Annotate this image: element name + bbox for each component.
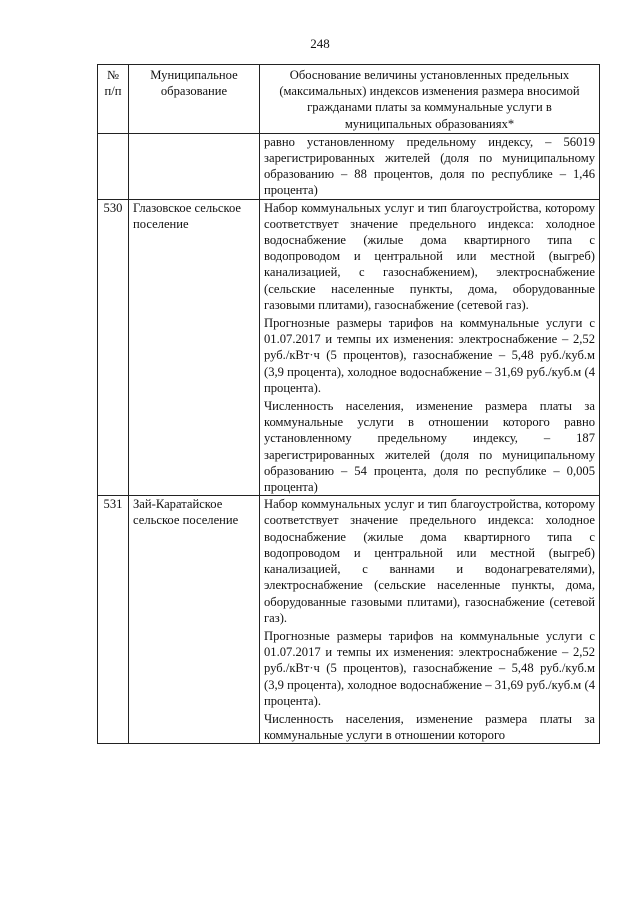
row-municipality: Зай-Каратайское сельское поселение [129,496,260,744]
header-number: № п/п [98,65,129,134]
justification-paragraph: равно установленному предельному индексу, – 56019 зарегистрированных жителей (доля по муниципальному образованию – 88 процентов, доля по республике – 1,46 процента) [264,134,595,198]
row-municipality [129,133,260,199]
justification-paragraph: Набор коммунальных услуг и тип благоустройства, которому соответствует значение предельного индекса: холодное водоснабжение (жилые дома квартирного типа с водопроводом и центральной или местной (выгреб) канализацией, с газоснабжением), электроснабжение (сельские населенные пункты, дома, оборудованные газовыми плитами), газоснабжение (сетевой газ). [264,200,595,312]
table-row [98,496,600,744]
table-row [98,199,600,496]
table-row [98,133,600,199]
row-number [98,133,129,199]
header-justification: Обоснование величины установленных предельных (максимальных) индексов изменения размера вносимой гражданами платы за коммунальные услуги в муниципальных образованиях* [260,65,600,134]
page-number: 248 [310,36,330,51]
row-municipality: Глазовское сельское поселение [129,199,260,496]
header-municipality: Муниципальное образование [129,65,260,134]
row-justification [260,199,600,496]
row-number: 531 [98,496,129,744]
index-justification-table [97,64,600,744]
justification-paragraph: Численность населения, изменение размера платы за коммунальные услуги в отношении которого [264,711,595,743]
row-number: 530 [98,199,129,496]
table-header-row [98,65,600,134]
justification-paragraph: Прогнозные размеры тарифов на коммунальные услуги с 01.07.2017 и темпы их изменения: электроснабжение – 2,52 руб./кВт·ч (5 процентов), газоснабжение – 5,48 руб./куб.м (3,9 процента), холодное водоснабжение – 31,69 руб./куб.м (4 процента). [264,316,595,395]
justification-paragraph: Прогнозные размеры тарифов на коммунальные услуги с 01.07.2017 и темпы их изменения: электроснабжение – 2,52 руб./кВт·ч (5 процентов), газоснабжение – 5,48 руб./куб.м (3,9 процента), холодное водоснабжение – 31,69 руб./куб.м (4 процента). [264,628,595,708]
row-justification [260,496,600,744]
justification-paragraph: Набор коммунальных услуг и тип благоустройства, которому соответствует значение предельного индекса: холодное водоснабжение (жилые дома квартирного типа с водопроводом и центральной или местной (выгреб) канализацией, с ваннами и водонагревателями), электроснабжение (сельские населенные пункты, дома, оборудованные газовыми плитами), газоснабжение (сетевой газ). [264,497,595,625]
row-justification [260,133,600,199]
justification-paragraph: Численность населения, изменение размера платы за коммунальные услуги в отношении которого равно установленному предельному индексу, – 187 зарегистрированных жителей (доля по муниципальному образованию – 54 процента, доля по республике – 0,005 процента) [264,399,595,495]
